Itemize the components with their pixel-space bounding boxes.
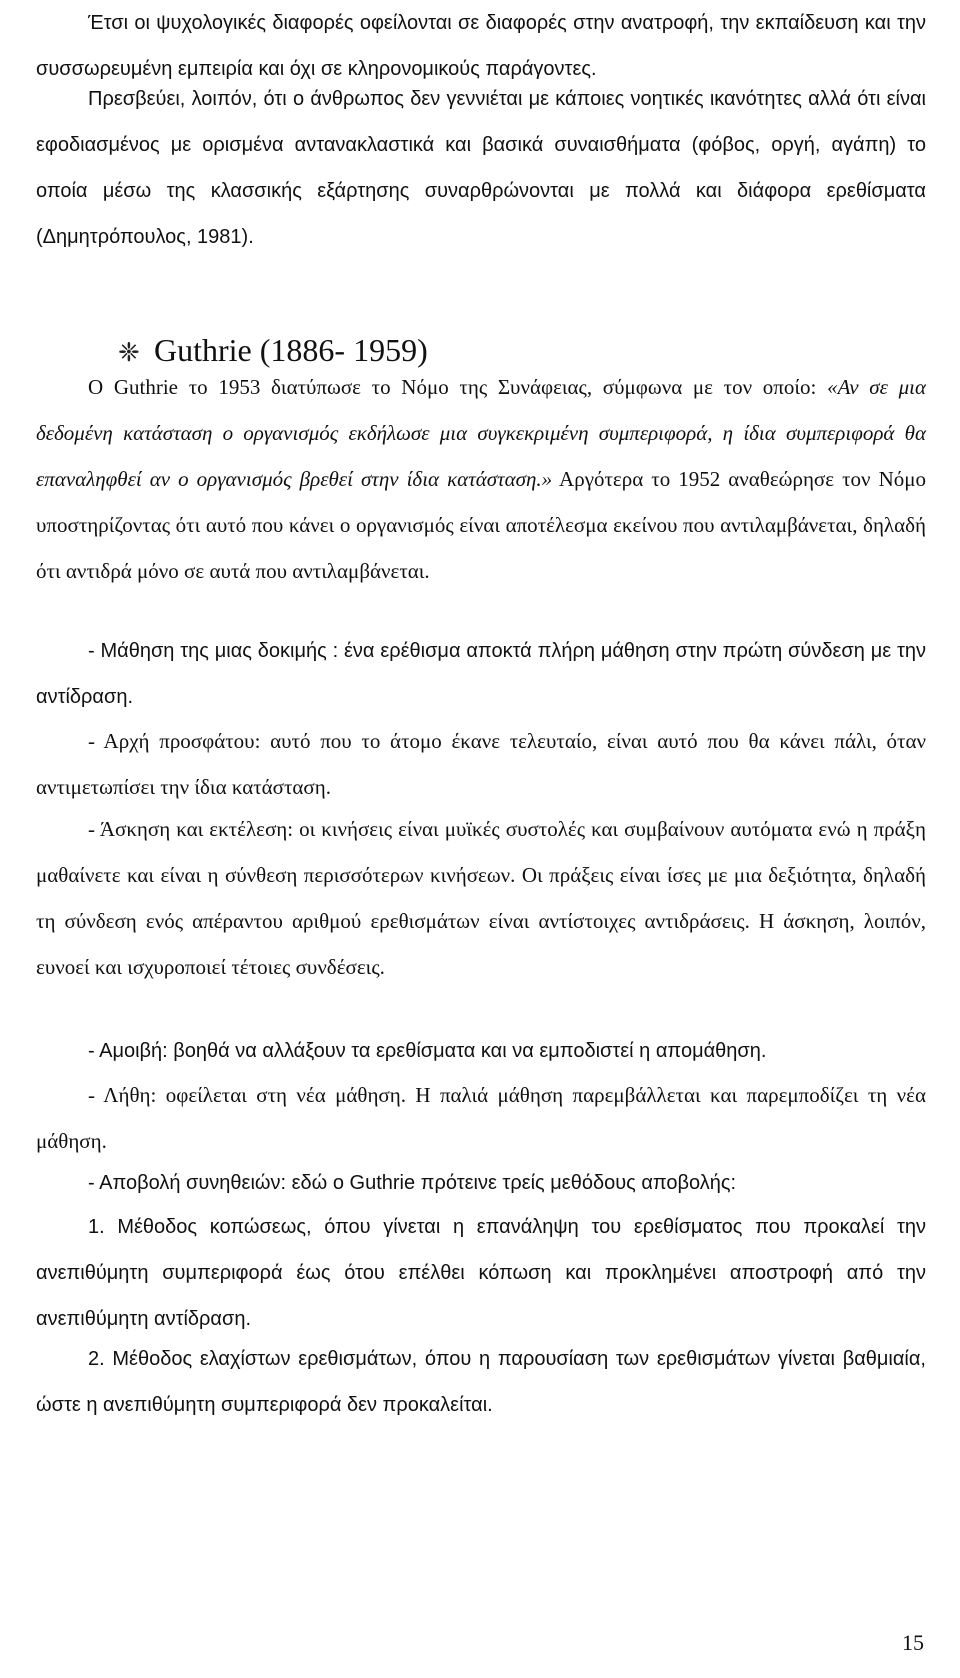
- paragraph-guthrie-law: [36, 364, 926, 594]
- law-revision: Αργότερα το 1952 αναθεώρησε τον Νόμο υποστηρίζοντας ότι αυτό που κάνει ο οργανισμός είναι αποτέλεσμα εκείνου που αντιλαμβάνεται, δηλαδή ότι αντιδρά μόνο σε αυτά που αντιλαμβάνεται.: [36, 467, 927, 583]
- paragraph-practice-performance: - Άσκηση και εκτέλεση: οι κινήσεις είναι μυϊκές συστολές και συμβαίνουν αυτόματα ενώ η πράξη μαθαίνετε και είναι η σύνθεση περισσότερων κινήσεων. Οι πράξεις είναι ίσες με μια δεξιότητα, δηλαδή τη σύνδεση ενός απέραντου αριθμού ερεθισμάτων είναι αντίστοιχες αντιδράσεις. Η άσκηση, λοιπόν, ευνοεί και ισχυροποιεί τέτοιες συνδέσεις.: [36, 817, 926, 979]
- paragraph-2: Πρεσβεύει, λοιπόν, ότι ο άνθρωπος δεν γεννιέται με κάποιες νοητικές ικανότητες αλλά ότι είναι εφοδιασμένος με ορισμένα αντανακλαστικά και βασικά συναισθήματα (φόβος, οργή, αγάπη) το οποία μέσω της κλασσικής εξάρτησης συναρθρώνονται με πολλά και διάφορα ερεθίσματα (Δημητρόπουλος, 1981).: [36, 88, 926, 248]
- asterisk-ornament-icon: ❈: [118, 338, 140, 367]
- paragraph-1: Έτσι οι ψυχολογικές διαφορές οφείλονται σε διαφορές στην ανατροφή, την εκπαίδευση και την συσσωρευμένη εμπειρία και όχι σε κληρονομικούς παράγοντες.: [36, 12, 926, 80]
- paragraph-reward: - Αμοιβή: βοηθά να αλλάξουν τα ερεθίσματα και να εμποδιστεί η απομάθηση.: [88, 1040, 767, 1062]
- paragraph-recency-principle: - Αρχή προσφάτου: αυτό που το άτομο έκανε τελευταίο, είναι αυτό που θα κάνει πάλι, όταν αντιμετωπίσει την ίδια κατάσταση.: [36, 729, 926, 799]
- paragraph-breaking-habits: - Αποβολή συνηθειών: εδώ ο Guthrie πρότεινε τρείς μεθόδους αποβολής:: [88, 1172, 737, 1194]
- page-number: 15: [902, 1630, 924, 1655]
- paragraph-one-trial-learning: - Μάθηση της μιας δοκιμής : ένα ερέθισμα αποκτά πλήρη μάθηση στην πρώτη σύνδεση με την αντίδραση.: [36, 640, 926, 708]
- paragraph-method-threshold: 2. Μέθοδος ελαχίστων ερεθισμάτων, όπου η παρουσίαση των ερεθισμάτων γίνεται βαθμιαία, ώστε η ανεπιθύμητη συμπεριφορά δεν προκαλείται.: [36, 1348, 926, 1416]
- law-quote: «Αν σε μια δεδομένη κατάσταση ο οργανισμός εκδήλωσε μια συγκεκριμένη συμπεριφορά, η ίδια συμπεριφορά θα επαναληφθεί αν ο οργανισμός βρεθεί στην ίδια κατάσταση.»: [36, 375, 926, 491]
- paragraph-method-fatigue: 1. Μέθοδος κοπώσεως, όπου γίνεται η επανάληψη του ερεθίσματος που προκαλεί την ανεπιθύμητη συμπεριφορά έως ότου επέλθει κόπωση και προκλημένει αποστροφή από την ανεπιθύμητη αντίδραση.: [36, 1216, 926, 1330]
- heading-text: Guthrie (1886- 1959): [154, 332, 428, 368]
- paragraph-forgetting: - Λήθη: οφείλεται στη νέα μάθηση. Η παλιά μάθηση παρεμβάλλεται και παρεμποδίζει τη νέα μάθηση.: [36, 1083, 926, 1153]
- law-intro: Ο Guthrie το 1953 διατύπωσε το Νόμο της Συνάφειας, σύμφωνα με τον οποίο:: [88, 375, 817, 399]
